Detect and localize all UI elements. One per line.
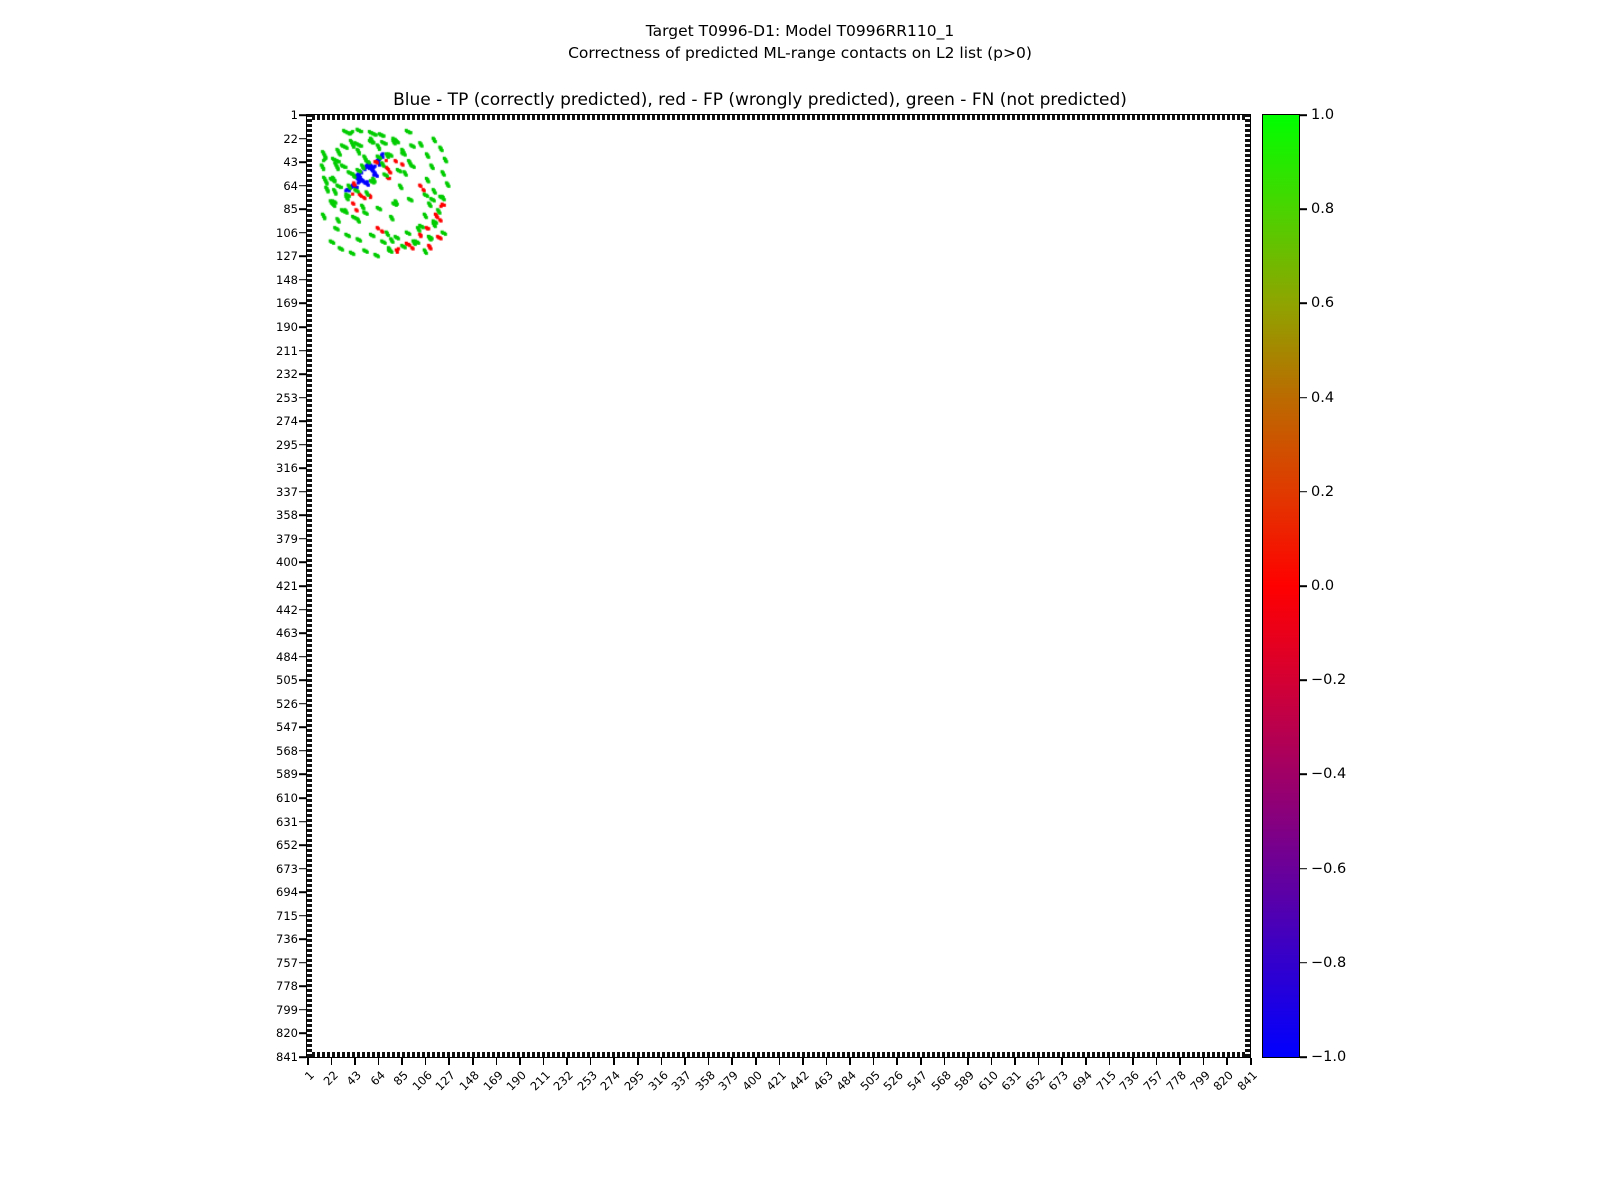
x-axis-tick-label: 379: [715, 1068, 742, 1094]
y-axis-tick-mark: [299, 444, 306, 446]
chart-title-block: [0, 20, 1600, 64]
x-axis-tick-mark: [519, 1058, 521, 1065]
x-axis-tick-mark: [755, 1058, 757, 1065]
plot-frame-edge: [307, 1052, 1250, 1057]
colorbar-tick-label: −0.2: [1311, 672, 1347, 689]
x-axis-tick-label: 211: [527, 1068, 553, 1094]
x-axis-tick-label: 253: [574, 1068, 600, 1094]
x-axis-tick-mark: [1203, 1058, 1205, 1065]
colorbar-tick-label: 0.8: [1311, 201, 1335, 218]
colorbar-tick-label: 0.0: [1311, 578, 1335, 594]
x-axis-tick-label: 736: [1116, 1068, 1143, 1094]
colorbar-tick-mark: [1300, 962, 1307, 964]
x-axis-tick-label: 22: [320, 1068, 341, 1089]
y-axis-tick-mark: [299, 938, 306, 940]
y-axis-tick-mark: [299, 350, 306, 352]
x-axis-tick-mark: [401, 1058, 403, 1065]
x-axis-tick-mark: [802, 1058, 804, 1065]
y-axis-tick-mark: [299, 1009, 306, 1011]
y-axis-tick-label: 778: [276, 979, 298, 994]
y-axis-tick-mark: [299, 515, 306, 517]
y-axis-tick-label: 505: [276, 673, 298, 688]
y-axis-tick-mark: [299, 491, 306, 493]
x-axis-tick-label: 169: [480, 1068, 506, 1094]
x-axis-tick-mark: [826, 1058, 828, 1065]
x-axis-tick-mark: [661, 1058, 663, 1065]
y-axis-tick-label: 337: [276, 484, 298, 499]
plot-frame-edge: [1245, 115, 1250, 1057]
y-axis-tick-label: 232: [276, 367, 298, 382]
colorbar-tick-label: 1.0: [1311, 107, 1335, 123]
y-axis-tick-label: 484: [276, 649, 298, 664]
x-axis-tick-mark: [873, 1058, 875, 1065]
colorbar-tick-mark: [1300, 585, 1307, 587]
y-axis-tick-mark: [299, 397, 306, 399]
x-axis-tick-label: 106: [409, 1068, 435, 1094]
x-axis-tick-mark: [779, 1058, 781, 1065]
x-axis-tick-label: 295: [621, 1068, 647, 1094]
x-axis-tick-label: 568: [927, 1068, 954, 1094]
x-axis-tick-mark: [1156, 1058, 1158, 1065]
chart-legend-caption: Blue - TP (correctly predicted), red - FP (wrongly predicted), green - FN (not predicted): [393, 90, 1127, 110]
x-axis-tick-mark: [1109, 1058, 1111, 1065]
colorbar-tick-mark: [1300, 1056, 1307, 1058]
y-axis-tick-mark: [299, 373, 306, 375]
x-axis-tick-mark: [496, 1058, 498, 1065]
x-axis-tick-mark: [543, 1058, 545, 1065]
colorbar-tick-label: −0.6: [1311, 860, 1347, 877]
y-axis-tick-label: 568: [276, 743, 298, 758]
x-axis-tick-label: 316: [645, 1068, 671, 1094]
y-axis-tick-label: 1: [290, 108, 298, 122]
y-axis-tick-label: 211: [276, 343, 298, 358]
y-axis-tick-mark: [299, 750, 306, 752]
x-axis-tick-label: 43: [343, 1068, 365, 1089]
x-axis-tick-mark: [425, 1058, 427, 1065]
colorbar-tick-mark: [1300, 397, 1307, 399]
x-axis-tick-mark: [684, 1058, 686, 1065]
x-axis-tick-mark: [896, 1058, 898, 1065]
x-axis-tick-label: 400: [739, 1068, 765, 1094]
y-axis-tick-mark: [299, 538, 306, 540]
y-axis-tick-mark: [299, 185, 306, 187]
y-axis-tick-mark: [299, 562, 306, 564]
y-axis-labels: [240, 108, 298, 1064]
colorbar-tick-label: −0.4: [1311, 766, 1347, 783]
x-axis-tick-label: 274: [597, 1068, 624, 1094]
colorbar-tick-label: 0.2: [1311, 483, 1335, 500]
y-axis-tick-label: 631: [276, 814, 298, 829]
x-axis-tick-mark: [566, 1058, 568, 1065]
y-axis-tick-mark: [299, 962, 306, 964]
colorbar-tick-mark: [1300, 114, 1307, 116]
y-axis-tick-mark: [299, 114, 306, 116]
x-axis-tick-mark: [613, 1058, 615, 1065]
y-axis-tick-mark: [299, 208, 306, 210]
contact-map-plot[interactable]: [306, 114, 1251, 1058]
contact-map-canvas: [307, 115, 1250, 1057]
colorbar-tick-mark: [1300, 303, 1307, 305]
x-axis-tick-mark: [448, 1058, 450, 1065]
x-axis-tick-label: 463: [810, 1068, 836, 1094]
x-axis-tick-mark: [307, 1058, 309, 1065]
colorbar-tick-mark: [1300, 774, 1307, 776]
x-axis-tick-label: 841: [1234, 1068, 1260, 1094]
x-axis-tick-label: 232: [550, 1068, 577, 1094]
y-axis-tick-label: 64: [283, 178, 298, 193]
y-axis-tick-label: 43: [283, 155, 298, 170]
x-axis-tick-mark: [944, 1058, 946, 1065]
y-axis-tick-mark: [299, 821, 306, 823]
y-axis-tick-label: 148: [276, 272, 298, 287]
x-axis-tick-label: 652: [1022, 1068, 1048, 1094]
y-axis-tick-label: 22: [283, 131, 298, 146]
colorbar-tick-mark: [1300, 491, 1307, 493]
y-axis-tick-label: 190: [276, 319, 298, 334]
y-axis-tick-label: 295: [276, 437, 298, 452]
y-axis-tick-label: 421: [276, 579, 298, 593]
y-axis-tick-mark: [299, 1033, 306, 1035]
x-axis-tick-mark: [920, 1058, 922, 1065]
y-axis-tick-label: 799: [276, 1002, 298, 1017]
y-axis-tick-label: 316: [276, 461, 298, 476]
y-axis-tick-mark: [299, 727, 306, 729]
x-axis-labels: [301, 1068, 1260, 1128]
y-axis-tick-label: 694: [276, 885, 298, 900]
x-axis-tick-label: 484: [833, 1068, 860, 1094]
x-axis-tick-mark: [1179, 1058, 1181, 1065]
x-axis-tick-label: 64: [367, 1068, 388, 1089]
x-axis-tick-label: 715: [1093, 1068, 1119, 1094]
y-axis-tick-mark: [299, 326, 306, 328]
x-axis-tick-label: 820: [1210, 1068, 1237, 1094]
colorbar-tick-mark: [1300, 208, 1307, 210]
y-axis-tick-mark: [299, 703, 306, 705]
y-axis-tick-mark: [299, 303, 306, 305]
y-axis-tick-label: 253: [276, 390, 298, 405]
x-axis-ticks: [306, 1058, 1251, 1066]
x-axis-tick-label: 505: [857, 1068, 883, 1094]
x-axis-tick-label: 526: [880, 1068, 907, 1094]
x-axis-tick-mark: [354, 1058, 356, 1065]
x-axis-tick-mark: [1132, 1058, 1134, 1065]
y-axis-tick-label: 274: [276, 414, 298, 429]
x-axis-tick-mark: [1250, 1058, 1252, 1065]
y-axis-tick-label: 757: [276, 955, 298, 970]
colorbar: [1262, 114, 1300, 1058]
x-axis-tick-mark: [849, 1058, 851, 1065]
x-axis-tick-mark: [731, 1058, 733, 1065]
y-axis-tick-mark: [299, 797, 306, 799]
x-axis-tick-mark: [331, 1058, 333, 1065]
y-axis-tick-label: 526: [276, 696, 298, 711]
x-axis-tick-mark: [1085, 1058, 1087, 1065]
x-axis-tick-mark: [991, 1058, 993, 1065]
x-axis-tick-label: 1: [301, 1068, 317, 1084]
x-axis-tick-label: 610: [975, 1068, 1001, 1094]
y-axis-tick-label: 463: [276, 626, 298, 641]
y-axis-tick-mark: [299, 1056, 306, 1058]
x-axis-tick-label: 673: [1045, 1068, 1072, 1094]
y-axis-tick-label: 841: [276, 1050, 298, 1064]
y-axis-tick-mark: [299, 279, 306, 281]
y-axis-tick-label: 400: [276, 555, 298, 570]
x-axis-tick-label: 127: [432, 1068, 459, 1094]
y-axis-tick-mark: [299, 420, 306, 422]
y-axis-tick-mark: [299, 632, 306, 634]
y-axis-tick-mark: [299, 986, 306, 988]
plot-frame-edge: [307, 115, 1250, 120]
x-axis-tick-label: 631: [998, 1068, 1025, 1094]
x-axis-tick-label: 358: [692, 1068, 718, 1094]
x-axis-tick-label: 757: [1140, 1068, 1166, 1094]
x-axis-tick-label: 694: [1069, 1068, 1095, 1094]
chart-title-line-1: Target T0996-D1: Model T0996RR110_1: [645, 22, 955, 40]
x-axis-tick-mark: [637, 1058, 639, 1065]
y-axis-tick-mark: [299, 585, 306, 587]
y-axis-tick-mark: [299, 467, 306, 469]
y-axis-tick-mark: [299, 915, 306, 917]
x-axis-tick-mark: [378, 1058, 380, 1065]
y-axis-tick-label: 169: [276, 296, 298, 311]
x-axis-tick-label: 148: [456, 1068, 482, 1094]
y-axis-tick-label: 652: [276, 838, 298, 853]
colorbar-tick-mark: [1300, 868, 1307, 870]
y-axis-tick-label: 442: [276, 602, 298, 617]
y-axis-tick-label: 106: [276, 225, 298, 240]
x-axis-tick-mark: [1226, 1058, 1228, 1065]
x-axis-tick-label: 337: [668, 1068, 695, 1094]
plot-frame-edge: [307, 115, 312, 1057]
colorbar-tick-label: −1.0: [1311, 1049, 1347, 1065]
y-axis-tick-label: 820: [276, 1026, 298, 1041]
x-axis-tick-mark: [1038, 1058, 1040, 1065]
x-axis-tick-mark: [472, 1058, 474, 1065]
colorbar-tick-label: 0.4: [1311, 389, 1335, 406]
x-axis-tick-label: 799: [1187, 1068, 1213, 1094]
x-axis-tick-label: 778: [1163, 1068, 1190, 1094]
colorbar-tick-mark: [1300, 679, 1307, 681]
x-axis-tick-mark: [1014, 1058, 1016, 1065]
y-axis-tick-label: 589: [276, 767, 298, 782]
y-axis-tick-label: 547: [276, 720, 298, 735]
x-axis-tick-label: 589: [951, 1068, 977, 1094]
y-axis-tick-label: 673: [276, 861, 298, 876]
y-axis-tick-mark: [299, 232, 306, 234]
y-axis-tick-label: 379: [276, 531, 298, 546]
y-axis-tick-mark: [299, 138, 306, 140]
y-axis-tick-label: 610: [276, 790, 298, 805]
y-axis-tick-label: 127: [276, 249, 298, 264]
x-axis-tick-label: 190: [503, 1068, 530, 1094]
x-axis-tick-label: 442: [786, 1068, 812, 1094]
x-axis-tick-label: 85: [390, 1068, 412, 1089]
x-axis-tick-mark: [590, 1058, 592, 1065]
y-axis-tick-mark: [299, 891, 306, 893]
y-axis-tick-label: 358: [276, 508, 298, 523]
x-axis-tick-label: 547: [904, 1068, 930, 1094]
y-axis-tick-mark: [299, 844, 306, 846]
y-axis-tick-mark: [299, 656, 306, 658]
y-axis-tick-mark: [299, 774, 306, 776]
x-axis-tick-mark: [708, 1058, 710, 1065]
y-axis-tick-label: 715: [276, 908, 298, 923]
y-axis-tick-mark: [299, 256, 306, 258]
x-axis-tick-label: 421: [762, 1068, 789, 1094]
colorbar-tick-label: −0.8: [1311, 954, 1347, 971]
y-axis-tick-mark: [299, 679, 306, 681]
x-axis-tick-mark: [967, 1058, 969, 1065]
y-axis-tick-mark: [299, 161, 306, 163]
chart-title-line-2: Correctness of predicted ML-range contacts on L2 list (p>0): [568, 44, 1032, 62]
y-axis-tick-label: 85: [283, 202, 298, 217]
y-axis-tick-label: 736: [276, 932, 298, 947]
x-axis-tick-mark: [1061, 1058, 1063, 1065]
colorbar-tick-label: 0.6: [1311, 295, 1335, 312]
y-axis-tick-mark: [299, 868, 306, 870]
y-axis-tick-mark: [299, 609, 306, 611]
